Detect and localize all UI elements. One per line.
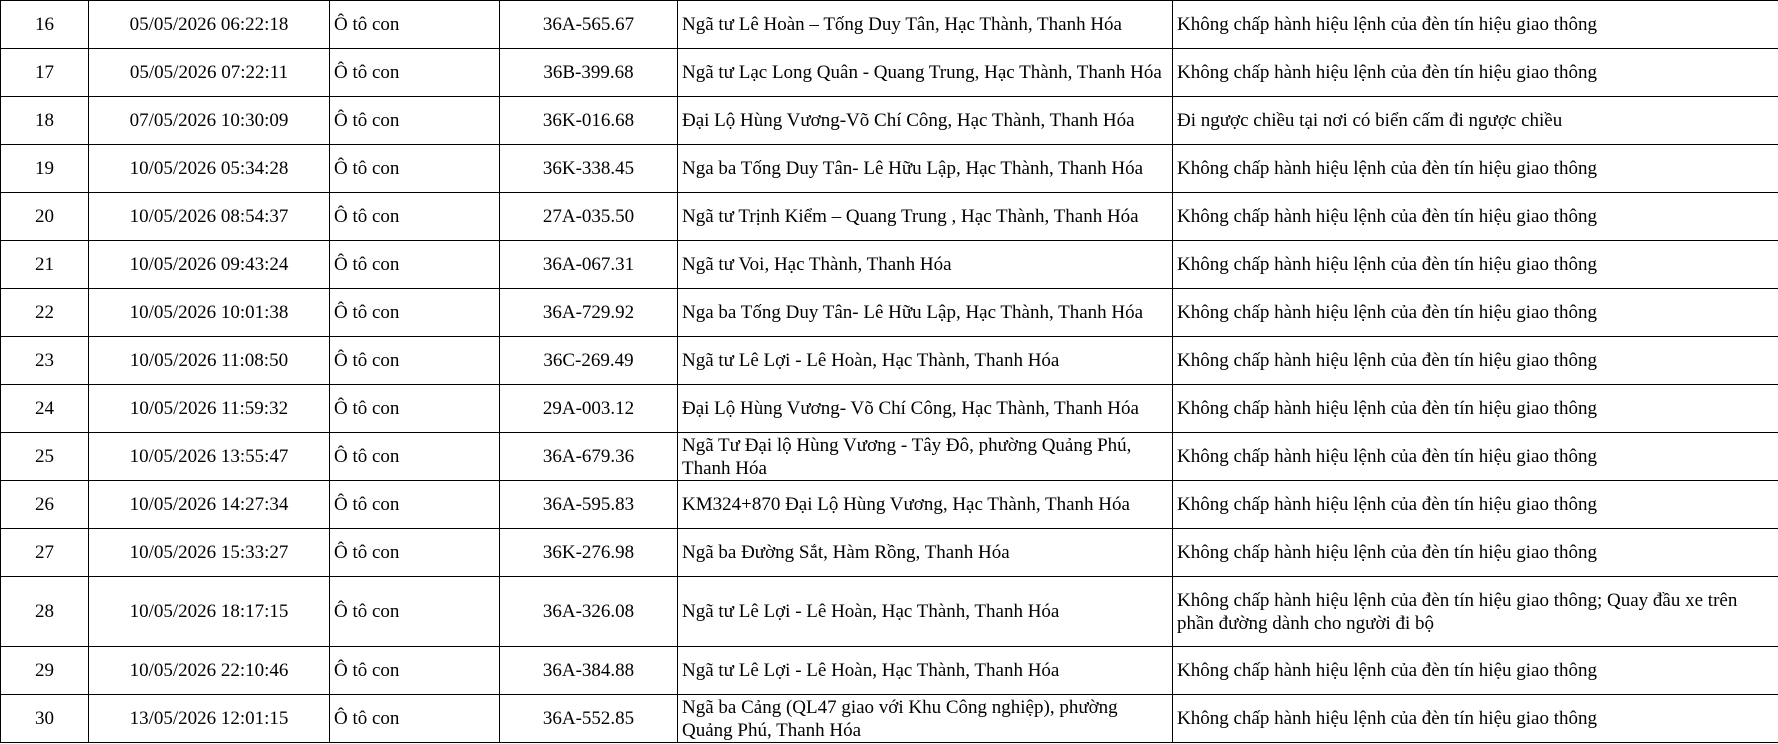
violation-location: Ngã tư Voi, Hạc Thành, Thanh Hóa [678,241,1173,289]
violation-description: Không chấp hành hiệu lệnh của đèn tín hiệu giao thông [1173,647,1778,695]
vehicle-type: Ô tô con [330,241,500,289]
violation-description: Không chấp hành hiệu lệnh của đèn tín hiệu giao thông [1173,433,1778,481]
license-plate: 36A-565.67 [500,1,678,49]
violation-description: Không chấp hành hiệu lệnh của đèn tín hiệu giao thông; Quay đầu xe trên phần đường dành cho người đi bộ [1173,577,1778,647]
table-row [1,529,1778,577]
violation-time: 10/05/2026 18:17:15 [89,577,330,647]
row-number: 30 [1,695,89,743]
violation-time: 10/05/2026 14:27:34 [89,481,330,529]
violation-description: Không chấp hành hiệu lệnh của đèn tín hiệu giao thông [1173,385,1778,433]
license-plate: 36A-326.08 [500,577,678,647]
row-number: 22 [1,289,89,337]
vehicle-type: Ô tô con [330,577,500,647]
table-row [1,481,1778,529]
table-row [1,385,1778,433]
violation-time: 10/05/2026 13:55:47 [89,433,330,481]
violation-time: 07/05/2026 10:30:09 [89,97,330,145]
violations-table-body [1,1,1778,743]
violation-time: 10/05/2026 10:01:38 [89,289,330,337]
violation-location: Ngã tư Lê Hoàn – Tống Duy Tân, Hạc Thành, Thanh Hóa [678,1,1173,49]
row-number: 23 [1,337,89,385]
table-row [1,337,1778,385]
violation-time: 13/05/2026 12:01:15 [89,695,330,743]
vehicle-type: Ô tô con [330,337,500,385]
violation-location: Đại Lộ Hùng Vương-Võ Chí Công, Hạc Thành, Thanh Hóa [678,97,1173,145]
violation-location: Ngã tư Lê Lợi - Lê Hoàn, Hạc Thành, Thanh Hóa [678,577,1173,647]
violation-time: 10/05/2026 15:33:27 [89,529,330,577]
table-row [1,577,1778,647]
table-row [1,193,1778,241]
violation-location: Ngã ba Cảng (QL47 giao với Khu Công nghiệp), phường Quảng Phú, Thanh Hóa [678,695,1173,743]
row-number: 20 [1,193,89,241]
vehicle-type: Ô tô con [330,49,500,97]
vehicle-type: Ô tô con [330,193,500,241]
table-row [1,49,1778,97]
row-number: 25 [1,433,89,481]
table-row [1,145,1778,193]
license-plate: 36B-399.68 [500,49,678,97]
license-plate: 36A-067.31 [500,241,678,289]
violation-location: Ngã ba Đường Sắt, Hàm Rồng, Thanh Hóa [678,529,1173,577]
row-number: 18 [1,97,89,145]
vehicle-type: Ô tô con [330,97,500,145]
vehicle-type: Ô tô con [330,529,500,577]
license-plate: 36A-595.83 [500,481,678,529]
table-row [1,289,1778,337]
violation-description: Không chấp hành hiệu lệnh của đèn tín hiệu giao thông [1173,1,1778,49]
violation-location: Ngã Tư Đại lộ Hùng Vương - Tây Đô, phường Quảng Phú, Thanh Hóa [678,433,1173,481]
violation-time: 10/05/2026 08:54:37 [89,193,330,241]
violation-location: Ngã tư Lê Lợi - Lê Hoàn, Hạc Thành, Thanh Hóa [678,337,1173,385]
violation-location: Đại Lộ Hùng Vương- Võ Chí Công, Hạc Thành, Thanh Hóa [678,385,1173,433]
license-plate: 29A-003.12 [500,385,678,433]
row-number: 17 [1,49,89,97]
vehicle-type: Ô tô con [330,1,500,49]
violation-location: Ngã tư Lạc Long Quân - Quang Trung, Hạc Thành, Thanh Hóa [678,49,1173,97]
row-number: 28 [1,577,89,647]
vehicle-type: Ô tô con [330,695,500,743]
license-plate: 36A-729.92 [500,289,678,337]
vehicle-type: Ô tô con [330,647,500,695]
table-row [1,241,1778,289]
violation-description: Không chấp hành hiệu lệnh của đèn tín hiệu giao thông [1173,289,1778,337]
license-plate: 36A-552.85 [500,695,678,743]
violation-location: Ngã tư Trịnh Kiểm – Quang Trung , Hạc Thành, Thanh Hóa [678,193,1173,241]
license-plate: 36A-384.88 [500,647,678,695]
violation-description: Không chấp hành hiệu lệnh của đèn tín hiệu giao thông [1173,145,1778,193]
violation-time: 10/05/2026 09:43:24 [89,241,330,289]
violation-time: 10/05/2026 05:34:28 [89,145,330,193]
violation-description: Không chấp hành hiệu lệnh của đèn tín hiệu giao thông [1173,695,1778,743]
violation-time: 10/05/2026 22:10:46 [89,647,330,695]
violation-description: Không chấp hành hiệu lệnh của đèn tín hiệu giao thông [1173,241,1778,289]
violation-time: 10/05/2026 11:59:32 [89,385,330,433]
license-plate: 27A-035.50 [500,193,678,241]
vehicle-type: Ô tô con [330,145,500,193]
row-number: 29 [1,647,89,695]
vehicle-type: Ô tô con [330,385,500,433]
table-row [1,433,1778,481]
violation-description: Đi ngược chiều tại nơi có biển cấm đi ngược chiều [1173,97,1778,145]
violation-location: Nga ba Tống Duy Tân- Lê Hữu Lập, Hạc Thành, Thanh Hóa [678,145,1173,193]
vehicle-type: Ô tô con [330,289,500,337]
table-row [1,647,1778,695]
violation-time: 05/05/2026 06:22:18 [89,1,330,49]
table-row [1,97,1778,145]
row-number: 24 [1,385,89,433]
violation-description: Không chấp hành hiệu lệnh của đèn tín hiệu giao thông [1173,193,1778,241]
violation-time: 10/05/2026 11:08:50 [89,337,330,385]
license-plate: 36A-679.36 [500,433,678,481]
violation-location: Nga ba Tống Duy Tân- Lê Hữu Lập, Hạc Thành, Thanh Hóa [678,289,1173,337]
violation-location: Ngã tư Lê Lợi - Lê Hoàn, Hạc Thành, Thanh Hóa [678,647,1173,695]
table-row [1,695,1778,743]
violation-description: Không chấp hành hiệu lệnh của đèn tín hiệu giao thông [1173,337,1778,385]
row-number: 19 [1,145,89,193]
license-plate: 36C-269.49 [500,337,678,385]
row-number: 27 [1,529,89,577]
license-plate: 36K-276.98 [500,529,678,577]
violation-time: 05/05/2026 07:22:11 [89,49,330,97]
violation-description: Không chấp hành hiệu lệnh của đèn tín hiệu giao thông [1173,49,1778,97]
vehicle-type: Ô tô con [330,481,500,529]
license-plate: 36K-016.68 [500,97,678,145]
violation-description: Không chấp hành hiệu lệnh của đèn tín hiệu giao thông [1173,481,1778,529]
vehicle-type: Ô tô con [330,433,500,481]
row-number: 16 [1,1,89,49]
license-plate: 36K-338.45 [500,145,678,193]
table-row [1,1,1778,49]
row-number: 26 [1,481,89,529]
violation-description: Không chấp hành hiệu lệnh của đèn tín hiệu giao thông [1173,529,1778,577]
row-number: 21 [1,241,89,289]
violation-location: KM324+870 Đại Lộ Hùng Vương, Hạc Thành, Thanh Hóa [678,481,1173,529]
